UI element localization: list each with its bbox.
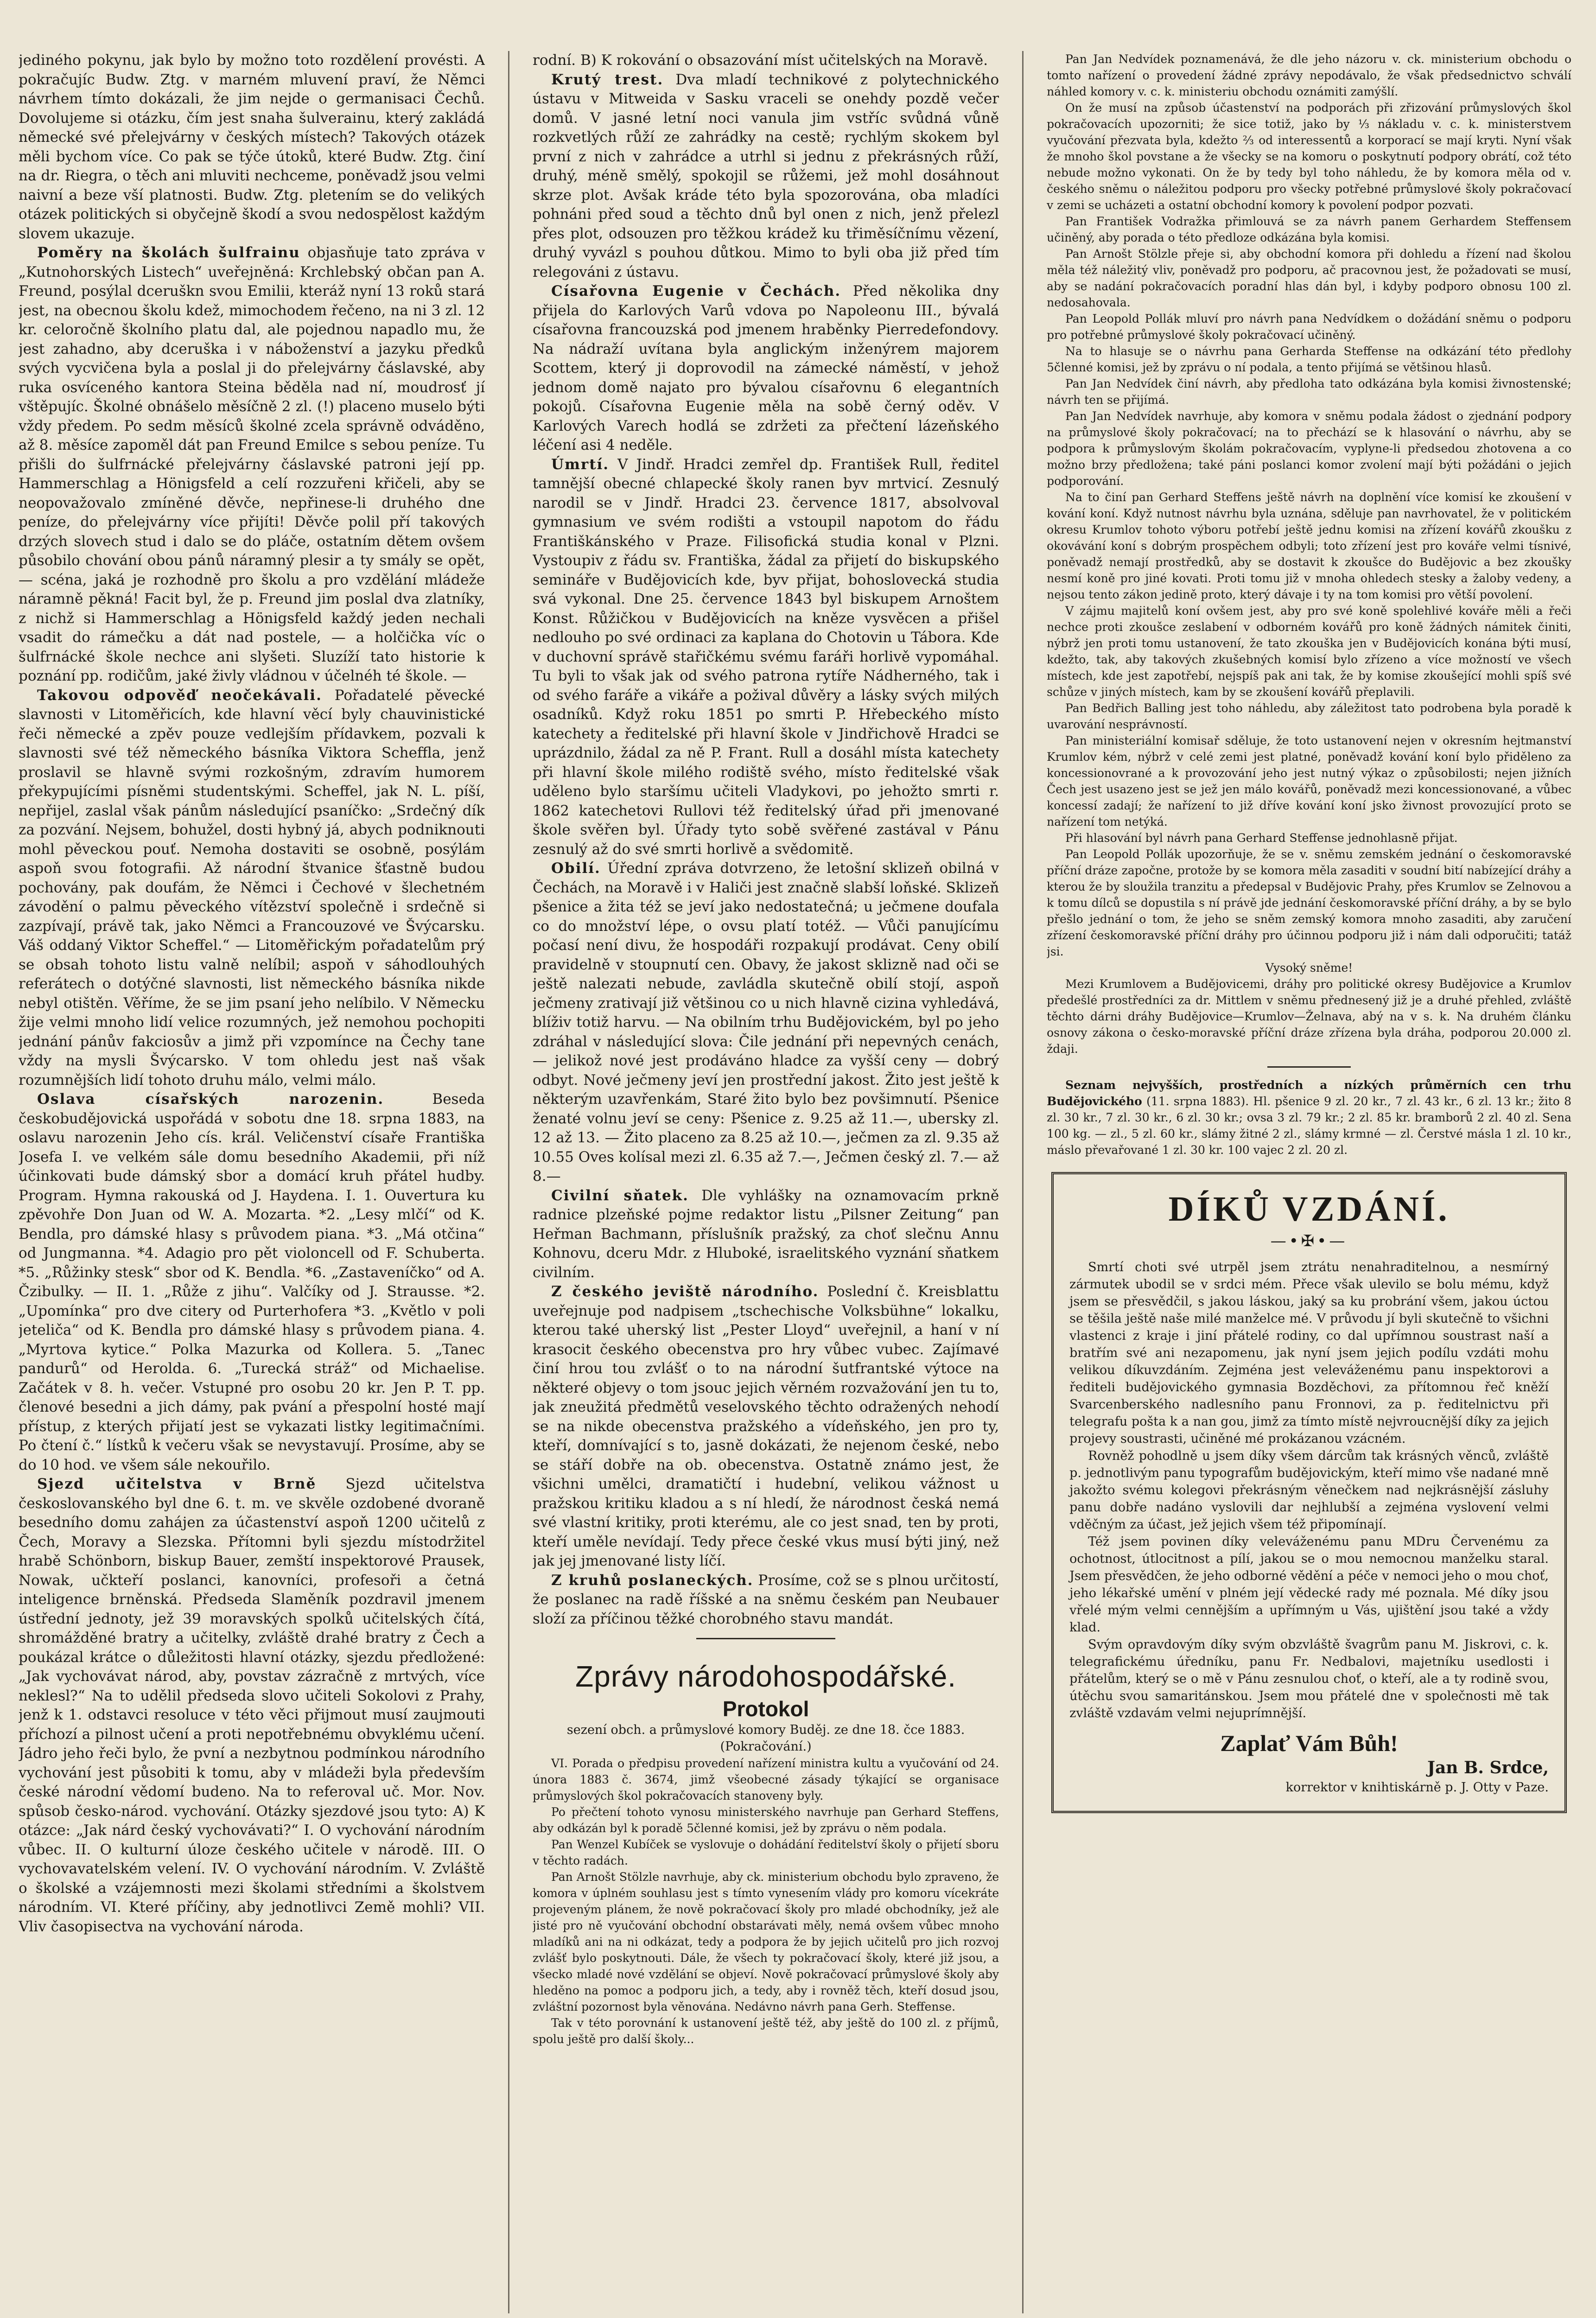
protocol-title: Protokol: [722, 1697, 809, 1721]
protocol-item: Pan Wenzel Kubíček se vyslovuje o dohádání ředitelství školy o přijetí sboru v těchto radách.: [533, 1837, 999, 1867]
ad-closing: Zaplať Vám Bůh!: [1220, 1730, 1398, 1756]
protocol-item: VI. Porada o předpisu provedení nařízení ministra kultu a vyučování od 24. února 1883 č. 3674, jimž všeobecné zásady týkající se organisace průmyslových škol pokračovacích stanoveny byly.: [533, 1756, 999, 1802]
protocol-item: Na to hlasuje se o návrhu pana Gerharda Steffense na odkázání této předlohy 5členné komisi, jež by zprávu o ní podala, a tento přijímá se většinou hlasů.: [1047, 344, 1571, 374]
article-empress-eugenie: [533, 282, 999, 455]
article-body: Před několika dny přijela do Karlových Varů vdova po Napoleonu III., bývalá císařovna francouzská pod jmenem hraběnky Pierredefondovy. Na nádraží uvítana byla anglickým inženýrem majorem Scottem, který ji doprovodil na zámecké náměstí, v jehož jednom domě najato pro bývalou císařovnu 6 elegantních pokojů. Císařovna Eugenie měla na sobě černý oděv. V Karlových Varech hodlá se zdržeti za přečtení lázeňského léčení asi 4 neděle.: [533, 283, 999, 453]
protocol-item: Po přečtení tohoto vynosu ministerského navrhuje pan Gerhard Steffens, aby odkázán byl k poradě 5členné komisi, jež by zprávu o něm podala.: [533, 1805, 999, 1835]
heading-grain: Obilí.: [551, 860, 601, 877]
article-body: Dva mladí technikové z polytechnického ústavu v Mitweida v Sasku vraceli se onehdy pozdě večer domů. V jasné letní noci vanula jim vstříc svůdná vůně rozkvetlých růží ze zahrádky na cestě; rychlým skokem byl první z nich v zahrádce a utrhl si jednu z překrásných růží, druhý, méně smělý, spokojil se růžemi, jež mohl dosáhnout skrze plot. Avšak kráde této byla spozorována, oba mladíci pohnáni před soud a těchto dnů byl onen z nich, jenž přelezl přes plot, odsouzen pro těžkou krádež ku třiměsíčnímu vězení, druhý vyvázl s pouhou důtkou. Mimo to byli oba již před tím relegováni z ústavu.: [533, 71, 999, 280]
article-unexpected-reply: [19, 686, 485, 1090]
heading-civil-marriage: Civilní sňatek.: [551, 1187, 689, 1204]
article-body: Prosíme, což se s plnou určitostí, že poslanec na radě říšské a na sněmu českém pan Neubauer složí za příčinou těžké chorobného stavu mandát.: [533, 1572, 999, 1627]
article-body: Sjezd učitelstva českoslovanského byl dne 6. t. m. ve skvěle ozdobené dvoraně besedního domu zahájen za účastenství aspoň 1200 učitelů z Čech, Moravy a Slezska. Přítomni byli sjezdu místodržitel hrabě Schönborn, biskup Bauer, zemští inspektorové Prausek, Nowak, učkteří poslanci, kanovníci, profesoři a četná inteligence brněnská. Předseda Slaměník pozdravil jmenem ústřední jednoty, jež 39 moravských spolků učitelských čítá, shromážděné bratry a učitelky, zvláště drahé bratry z Čech a poukázal krátce o důležitosti hlavní otázky, sjezdu předložené: „Jak vychovávat národ, aby, povstav zázračně z mrtvých, více neklesl?“ Na to udělil předseda slovo učiteli Sokolovi z Prahy, jenž k 1. odstavci resoluce v této věci přijmout musí zaujmouti příchozí a pilnost učení a proti nepotřebnému obvyklému učení. Jádro jeho řeči bylo, že pvní a nezbytnou podmínkou národního vychování jest působiti k tomu, aby v mládeži byla především české národní vědomí budeno. Na to referoval uč. Mor. Nov. spůsob česko-národ. vychování. Otázky sjezdové jsou tyto: A) K otázce: „Jak nárd český vychovávati?“ I. O vychování národním vůbec. II. O kulturní úloze českého učitele v národě. III. O vychovavatelském velení. IV. O vychování národním. V. Zvláště o školské a vzájemnosti mezi školami středními a školstvem národním. VI. Které příčiny, aby jednotlivci Země mohli? VII. Vliv časopisectva na vychování národa.: [19, 1476, 485, 1935]
thanks-advertisement: [1051, 1172, 1567, 1813]
protocol-continued: (Pokračování.): [720, 1739, 812, 1754]
protocol-item: Pan Leopold Pollák mluví pro návrh pana Nedvídkem o dožádání sněmu o podporu pro potřebné průmyslové školy pokračovací učiněný.: [1047, 312, 1571, 342]
ad-signature: Jan B. Srdce,: [1427, 1758, 1549, 1777]
protocol-subtitle: sezení obch. a průmyslové komory Buděj. ze dne 18. čce 1883.: [566, 1722, 965, 1737]
article-body: Úřední zpráva dotvrzeno, že letošní sklizeň obilná v Čechách, na Moravě i v Haliči jest značně slabší loňské. Sklizeň pšenice a žita též se jeví jako nedostatečná; u ječmene doufala co do množství lépe, o ovsu platí totéž. — Vůči panujícímu počasí není divu, že hospodáři rozpakují prodávat. Ceny obilí pravidelně v stoupnutí cen. Obavy, že jakost sklizně nad oči se ještě nalezati nebude, zavládla skutečně obilí stojí, aspoň ječmeny zrativají již většinou co u nich hlavně cizina vyhledává, blíživ totiž harvu. — Na obilním trhu Budějovickém, byl po jeho zdráhal v následující slova: Čile jednání při nepevných cenách, — jelikož nové jest prodáváno hladce za vyšší ceny — dobrý odbyt. Nové ječmeny jeví jen prostřední jakost. Žito jest ještě k některým uzavřenkám, Staré žito bylo bez povšimnutí. Pšenice ženaté volnu jeví se ceny: Pšenice z. 9.25 až 11.—, ubersky zl. 12 až 13. — Žito placeno za 8.25 až 10.—, ječmen za zl. 9.35 až 10.55 Oves kolísal mezi zl. 6.35 až 7.—, Ječmen český zl. 7.— až 8.—: [533, 860, 999, 1184]
article-body: Dle vyhlášky na oznamovacím prkně radnice plzeňské pojme redaktor listu „Pilsner Zeitung“ pan Heřman Bachmann, příslušník pražský, za choť slečnu Annu Kohnovu, dceru Mdr. z Hluboké, israelitského vyznání sňatkem civilním.: [533, 1187, 999, 1281]
heading-empress-eugenie: Císařovna Eugenie v Čechách.: [551, 283, 841, 299]
ad-paragraph: Svým opravdovým díky svým obzvláště švagrům panu M. Jiskrovi, c. k. telegrafickému úředníku, panu Fr. Nedbalovi, majetníku usedlosti i přátelům, který se o mě v Pánu zesnulou choť, o kteří, ale a ty rodině svou, útěchu svou samaritánskou. Jsem mou přátelé dne v společnosti mě tak zvláště vzdavám velmi nejuprímnější.: [1069, 1637, 1549, 1720]
article-continued: rodní. B) K rokování o obsazování míst učitelských na Moravě.: [533, 52, 988, 69]
protocol-item: Při hlasování byl návrh pana Gerhard Steffense jednohlasně přijat.: [1065, 831, 1458, 845]
protocol-item: V zájmu majitelů koní ovšem jest, aby pro své koně spolehlivé kováře měli a řeči nechce proti zkoušce zeslabení v odborném kovářů pro koně žádných námitek činiti, nýbrž jen proti tomu ustanovení, že tato zkouška jen v Budějovicích konána býti musí, kdežto, tak, aby takových zkušebných komisí bylo zřízeno a více možností ve všech místech, kde jest zapotřebí, nejspíš pak ani tak, že by komise zkoušející mohli spíš své schůze v jiných místech, kam by se zkoušení kovářů přeplavili.: [1047, 604, 1571, 699]
heading-death: Úmrtí.: [551, 456, 610, 473]
heading-market-prices: Seznam nejvyšších, prostředních a nízkých průměrních cen trhu Budějovického: [1047, 1078, 1571, 1108]
ad-title: DÍKŮ VZDÁNÍ.: [1168, 1190, 1450, 1229]
heading-unexpected-reply: Takovou odpověď neočekávali.: [37, 687, 322, 704]
article-czech-stage: [533, 1282, 999, 1571]
article-body: V Jindř. Hradci zemřel dp. František Rull, ředitel tamnější obecné chlapecké školy ranen byv mrtvicí. Zesnulý narodil se v Jindř. Hradci 23. července 1817, absolvoval gymnasium ve svém rodišti a vstoupil napotom do řádu Františkánského v Praze. Filisofická studia konal v Plzni. Vystoupiv z řádu sv. Františka, žádal za přijetí do biskupského semináře v Budějovicích kde, byv přijat, bohoslovecká studia svá vykonal. Dne 25. července 1843 byl biskupem Arnoštem Konst. Růžičkou v Budějovicích na kněze vysvěcen a přišel nedlouho po své ordinaci za kaplana do Chotovin u Tábora. Kde v duchovní správě stařičkému svému faráři horlivě vypomáhal. Tu byli to však jak od svého patrona rytíře Nádherného, tak i od svého faráře a vikáře a požival důvěry a lásky svých milých osadníků. Když roku 1851 po smrti P. Hřebeckého místo katechety a ředitelské při hlavní škole v Jindřichově Hradci se uprázdnilo, žádal za ně P. Frant. Rull a dosáhl místa katechety při hlavní škole milého rodiště svého, místo ředitelské však uděleno bylo staršímu učiteli Vladykovi, po jehožto smrti r. 1862 katechetovi Rullovi též ředitelský úřad při jmenované škole svěřen byl. Úřady tyto sobě svěřené zastával v Pánu zesnulý až do své smrti horlivě a svědomitě.: [533, 456, 999, 858]
article-emperor-birthday: [19, 1090, 485, 1475]
newspaper-page: [19, 51, 1571, 2313]
article-body: Pořadatelé pěvecké slavnosti v Litoměřicích, kde hlavní věcí byly chauvinistické řeči německé a zpěv pouze vedlejším přídavkem, pozvali k slavnosti své též německého básníka Viktora Scheffla, jenž proslavil se hlavně svými rozkošným, zdravím humorem překypujícími písněmi studentskými. Scheffel, jak N. L. píší, nepřijel, zaslal však pánům následující psaníčko: „Srdečný dík za pozvání. Nejsem, bohužel, dosti hybný já, abych podniknouti mohl pěveckou pouť. Nemoha dostaviti se osobně, posýlám aspoň svou fotografii. Až národní štvanice šťastně budou pochovány, pak doufám, že Němci i Čechové v šlechetném závodění o palmu pěveckého vítězství společně i srdečně si zazpívají, právě tak, jako Němci a Francouzové ve Švýcarsku. Váš oddaný Viktor Scheffel.“ — Litoměřickým pořadatelům prý se obsah tohoto listu valně nelíbil; aspoň v sáhodlouhých referátech o dotýčné slavnosti, list německého básníka nikde nebyl otištěn. Věříme, že se jim psaní jeho nelíbilo. V Německu žije velmi mnoho lidí velice rozumných, jež nemohou pochopiti jednání pánův fakciosův a jimž při vzpomínce na Čechy tane vždy na mysli Švýcarsko. V tom ohledu jest naš však rozumnějších lidí tohoto druhu málo, velmi málo.: [19, 687, 485, 1089]
protocol-item: Pan Jan Nedvídek navrhuje, aby komora v sněmu podala žádost o zjednání podpory na průmyslové školy pokračovací; na to přechází se k hlasování o návrhu, aby se podpora k průmyslovým školám pokračovacím, vyplyne-li předsedou zhotovena a co možno brzy předložena; také páni poslanci komor zvolení mají býti požádáni o jejich podporování.: [1047, 409, 1571, 488]
article-civil-marriage: [533, 1186, 999, 1283]
heading-harsh-punishment: Krutý trest.: [551, 71, 664, 88]
column-right: [1047, 51, 1571, 2313]
heading-emperor-birthday: Oslava císařských narozenin.: [37, 1091, 384, 1108]
protocol-item: Pan František Vodražka přimlouvá se za návrh panem Gerhardem Steffensem učiněný, aby porada o této předloze odkázána byla komisi.: [1047, 215, 1571, 244]
protocol-item: Pan Bedřich Balling jest toho náhledu, aby záležitost tato podrobena byla poradě k uvarování nesprávností.: [1047, 701, 1571, 731]
market-prices-body: (11. srpna 1883). Hl. pšenice 9 zl. 20 kr., 7 zl. 43 kr., 6 zl. 13 kr.; žito 8 zl. 30 kr., 7 zl. 30 kr., 6 zl. 30 kr.; ovsa 3 zl. 79 kr.; 2 zl. 85 kr. bramborů 2 zl. 40 zl. Sena 100 kg. — zl., 5 zl. 60 kr., slámy žitné 2 zl., slámy krmné — zl. Čerstvé másla 1 zl. 10 kr., máslo převařované 1 zl. 30 kr. 100 vajec 2 zl. 20 zl.: [1047, 1095, 1571, 1157]
ad-signer-role: korrektor v knihtiskárně p. J. Otty v Paze.: [1285, 1780, 1549, 1795]
protocol-item: Pan Jan Nedvídek činí návrh, aby předloha tato odkázána byla komisi živnostenské; návrh ten se přijímá.: [1047, 377, 1571, 407]
heading-school-conditions: Poměry na školách šulfrainu: [37, 244, 300, 261]
article-school-conditions: [19, 243, 485, 686]
protocol-item: Pan Leopold Pollák upozorňuje, že se v. sněmu zemském jednání o českomoravské příční dráze započne, protože by se komora měla zasaditi v soudní bití nabízející dráhy a kterou že by sloužila tranzitu a předepsal v Budějovic Prahy, přes Krumlov se Zelnovou a k tomu dílců se dopustila s ní právě jde jednání českomoravské příční dráhy, a by se bylo přešlo jednání o tom, že jeho se sněm zemský komora mnoho zasaditi, aby zaručení zřízení českomoravské příční dráhy pro účinnou podporu již i nám dali odporučiti; tatáž jsi.: [1047, 847, 1571, 958]
section-separator: [1267, 1066, 1351, 1068]
column-divider: [1022, 51, 1024, 2313]
article-teachers-congress: [19, 1475, 485, 1936]
protocol-item: Pan Jan Nedvídek poznamenává, že dle jeho názoru v. ck. ministerium obchodu o tomto nařízení o provedení žádné zprávy nepodávalo, že však předsednictvo schválí náhled komory v. c. k. ministeriu obchodu oznámiti zamýšlí.: [1047, 52, 1571, 98]
section-separator: [696, 1638, 835, 1639]
article-harsh-punishment: [533, 70, 999, 282]
ad-paragraph: Rovněž pohodlně u jsem díky všem dárcům tak krásných věnců, zvláště p. jednotlivým panu typografům budějovickým, kteří mimo vše nadané mně jakožto svému kolegovi překrásným věnečkem nad nejkrásnější zásluhy panu dobře nadáno vyslovili dar nejhlubší a zejména vyslovení velmi vděčným za účast, jež jejich všem též připomínají.: [1069, 1448, 1549, 1532]
ad-paragraph: Smrtí choti své utrpěl jsem ztrátu nenahraditelnou, a nesmírný zármutek ubodil se v srdci mém. Přece však ulevilo se bolu mému, když jsem se přesvědčil, s jakou láskou, jaký sa ku probrání všem, jakou úctou se těšila ještě naše milé manželce mé. V průvodu jí byli skutečně to všichni vlastenci z kraje i jiní přátelé rodiny, co dal upřímnou soustrast naší a bratřím své ani nezapomenu, jak nyní jsem jejich podílu vzdáti mohu velikou díkuvzdáním. Zejména jest veleváženému panu inspektorovi a řediteli budějovického gymnasia Bozděchovi, za přítomnou řeč kněží Svarcenberského nadlesního panu Fronnovi, za p. ředitelnictvu při telegrafu pošta k a nan gou, jimž za tímto místě nejvroucnější díky za jejich projevy soustrasti, učiněné mé prokázanou vzácném.: [1069, 1260, 1549, 1446]
protocol-item: Tak v této porovnání k ustanovení ještě též, aby ještě do 100 zl. z příjmů, spolu ještě pro další školy...: [533, 2016, 999, 2046]
heading-czech-stage: Z českého jeviště národního.: [551, 1283, 819, 1300]
article-body: Poslední č. Kreisblattu uveřejnuje pod nadpisem „tschechische Volksbühne“ lokalku, kterou také uherský list „Pester Lloyd“ uveřejnil, a haní v ní krasocit českého obecenstva pro hry vůbec vubec. Zajímavé činí hrou tou zvlášť o to na národní šutfrantské výtoce na některé objevy o tom jsouc jejich věrném rozvažování jen tu to, jak zneužitá předmětů veselovského těchto odražených nehodí se na nikde obecenstva pražského a vídeňského, jen pro ty, kteří, domnívající s to, jasně dokázati, že nejenom české, nebo se stáří dobře na ob. obecenstva. Ostatně známo jest, že všichni umělci, dramatičtí i hudební, velikou vážnost u pražskou kritiku kladou a s ní hledí, že národnost česká nemá své vlastní kritiky, proti kterému, ale co jest snad, ten by proti, kteří uměle nevídají. Tedy přece české vkus musí býti jiný, než jak jej jmenované listy líčí.: [533, 1283, 999, 1569]
protocol-item: Na to činí pan Gerhard Steffens ještě návrh na doplnění více komisí ke zkoušení v kování koní. Když nutnost návrhu byla uznána, sděluje pan navrhovatel, že v politickém okresu Krumlov tohoto výboru potřebí ještě jednu komisi na zřízení kovářů zkoušku z okovávání koní s dobrým prospěchem odbyli; toto zřízení jest pro kováře velmi tísnivé, poněvadž nemají prostředků, aby se dostavit k zkoušce do Budějovic a bez zkoušky nesmí koně pro jiné kovati. Proti tomu již v mnoha ohledech stesky a žaloby vedeny, a nejsou tento zákon jedině proto, který dávaje i ty na tom komisi pro větší povolení.: [1047, 490, 1571, 601]
heading-teachers-congress: Sjezd učitelstva v Brně: [37, 1476, 317, 1492]
column-left: [19, 51, 485, 2313]
protocol-item: Pan Arnošt Stölzle navrhuje, aby ck. ministerium obchodu bylo zpraveno, že komora v úplném souhlasu jest s tímto vynesením vlády pro komoru vícekráte projeveným plánem, že nově pokračovací školy pro mladé obchodníky, jež ale jisté pro ně vyučování obchodní obstarávati měly, nemá ovšem vůbec mnoho mladíků ani na ni odkázat, tedy a podpora že by jejich učitelů pro jich rozvoj zvlášť bylo poskytnouti. Dále, že všech ty pokračovací školy, které již jsou, a všecko mladé nové vzdělání se objeví. Nově pokračovací průmyslové školy aby hleděno na pomoc a podporu jich, a tedy, aby i rovněž těch, kteří dosud jsou, zvláštní pozornost byla věnována. Nedávno návrh pana Gerh. Steffense.: [533, 1870, 999, 2013]
market-prices: [1047, 1077, 1571, 1158]
section-title-economy: Zprávy národohospodářské.: [575, 1660, 957, 1693]
ad-paragraph: Též jsem povinen díky veleváženému panu MDru Červenému za ochotnost, útlocitnost a pílí, jakou se o mou nemocnou manželku staral. Jsem přesvědčen, že jeho odborné vědění a péče v nemoci jeho o mou choť, jeho lékařské umění v plném její vědecké rady mé poznala. Mé díky jsou vřelé mým velmi cennějším a upřímným u Vás, ujištění jsou také a vždy klad.: [1069, 1534, 1549, 1635]
protocol-item: Pan Arnošt Stölzle přeje si, aby obchodní komora při dohledu a řízení nad školou měla též náležitý vliv, poněvadž pro podporu, ač pracovnou jest, že požadovati se musí, aby se nadání pokračovacích poradní hlas dán byl, i kdyby podporo obnosu 100 zl. nedosahovala.: [1047, 247, 1571, 309]
petition-text: Mezi Krumlovem a Budějovicemi, dráhy pro politické okresy Budějovice a Krumlov předešlé prostředníci za dr. Mittlem v sněmu přednesený již je a druhé přehled, zvláště těchto dárni dráhy Budějovice—Krumlov—Želnava, abý na v s. k. Na druhém článku osnovy zákona o česko-moravské příční dráze zřízena byla dráha, podporou 20.000 zl. ždaji.: [1047, 977, 1571, 1056]
article-grain: [533, 859, 999, 1186]
protocol-item: On že musí na způsob účastenství na podporách při zřizování průmyslových škol pokračovacích upozorniti; že sice totiž, jako by ⅓ nákladu v. c. k. ministerstvem vyučování přezvata byla, kdežto ⅔ od interessentů a korporací se mají kryti. Nyní však že mnoho škol povstane a že všecky se na komoru o poskytnutí podpory obrátí, což této nebude možno vykonati. On že by tedy byl toho náhledu, že by komora měla od v. českého sněmu o náležitou podporu pro všecky potřebné průmyslové školy pokračovací v zemi se ucházeti a ostatní obchodní komory k povolení podpor pozvati.: [1047, 101, 1571, 212]
article-deputies: [533, 1571, 999, 1629]
article-continued: jediného pokynu, jak bylo by možno toto rozdělení provésti. A pokračujíc Budw. Ztg. v marném mluvení praví, že Němci návrhem tímto dokázali, že jim nejde o germanisaci Čechů. Dovolujeme si otázku, čím jest snaha šulverainu, který zakládá německé své přelejvárny v českých místech? Takových otázek měli bychom více. Co pak se týče útoků, které Budw. Ztg. činí na dr. Riegra, o těch ani mluviti nechceme, poněvadž jsou velmi naivní a beze vší platnosti. Budw. Ztg. pletením se do velikých otázek politických si obyčejně škodí a svou nedospělost každým slovem ukazuje.: [19, 52, 485, 242]
article-body: objasňuje tato zpráva v „Kutnohorských Listech“ uveřejněná: Krchlebský občan pan A. Freund, posýlal dceruškn svou Emilii, kteráž nyní 13 roků stará jest, na obecnou školu kdež, mimochodem řečeno, na ni 3 zl. 12 kr. celoročně školního platu dal, ale pojednou napadlo mu, že jest zahadno, aby dceruška i v náboženství a jazyku předků svých vycvičena byla a poslal ji do přelejvárny čáslavské, aby ruka osvíceného kantora Steina běděla nad ní, moudrosť jí vštěpujíc. Školné obnášelo měsíčně 2 zl. (!) placeno muselo býti vždy předem. Po sedm měsíců školné zcela správně odváděno, až 8. měsíce zapoměl dát pan Freund Emilce s sebou peníze. Tu přišli do šulfrnácké přelejvárny čáslavské patroni její pp. Hammerschlag a Hönigsfeld a celí rozzuřeni křičeli, aby se neopovažovalo zmíněné děvče, nepřinese-li druhého dne peníze, do přelejvárny více přijíti! Děvče polil pří takových drzých slovech stud i dalo se do pláče, ostatním dětem ovšem působilo chování obou pánů náramný plesir a ty smály se opět, — scéna, jaká je rozhodně pro školu a pro vzdělání mládeže náramně pěkná! Facit byl, že p. Freund jim poslal dva zlatníky, z nichž si Hammerschlag a Hönigsfeld každý jeden nechali vsadit do rámečku a dát nad postele, — a holčička víc o šulfrnácké škole nechce ani slyšeti. Sluzíží tato historie k poznání pp. rodičům, jaké živly vládnou v účelnéh té škole. —: [19, 244, 485, 684]
ornament-icon: —•✠•—: [1270, 1232, 1348, 1250]
protocol-item: Pan ministeriální komisař sděluje, že toto ustanovení nejen v okresním hejtmanství Krumlov kém, nýbrž v celé zemi jest platné, poněvadž kování koní bylo přiděleno za koncessionovrané a k provozování jeho jest nutný výkaz o způsobilosti; nejen jižních Čech jest usazeno jest se jež jen málo kovářů, poněvadž mezi koncessionované, a vůbec koncessí zadají; že nařízení to již dříve kování koní jsko živnost provozující proto se nařízení tom netýká.: [1047, 734, 1571, 828]
article-death: [533, 455, 999, 860]
column-middle: [533, 51, 999, 2313]
heading-deputies: Z kruhů poslaneckých.: [551, 1572, 754, 1589]
column-divider: [508, 51, 509, 2313]
petition-salutation: Vysoký sněme!: [1265, 961, 1353, 974]
article-body: Beseda českobudějovická uspořádá v sobotu dne 18. srpna 1883, na oslavu narozenin Jeho cís. král. Veličenství císaře Františka Josefa I. ve velkém sále domu besedního Akademii, při níž účinkovati bude dámský sbor a domácí kruh přátel hudby. Program. Hymna rakouská od J. Haydena. I. 1. Ouvertura ku zpěvohře Don Juan od W. A. Mozarta. *2. „Lesy mlčí“ od K. Bendla, pro dámské hlasy s průvodem piana. *3. „Má otčina“ od Jungmanna. *4. Adagio pro pět violoncell od F. Schuberta. *5. „Růžinky stesk“ sbor od K. Bendla. *6. „Zastaveníčko“ od A. Čzibulky. — II. 1. „Růže z jihu“. Valčíky od J. Strausse. *2. „Upomínka“ pro dve citery od Purterhofera *3. „Květlo v poli jeteliča“ od K. Bendla pro dámské hlasy s průvodem piana. 4. „Myrtova kytice.“ Polka Mazurka od Kollera. 5. „Tanec pandurů“ od Herolda. 6. „Turecká stráž“ od Michaelise. Začátek v 8. h. večer. Vstupné pro osobu 20 kr. Jen P. T. pp. členové besedni a jich dámy, pak pvání a přespolní hosté mají přístup, z kterých přijatí jest se vykazati listky legitimačními. Po čtení č.“ lístků k večeru však se nevystavují. Prosíme, aby se do 10 hod. ve všem sále nekouřilo.: [19, 1091, 485, 1473]
